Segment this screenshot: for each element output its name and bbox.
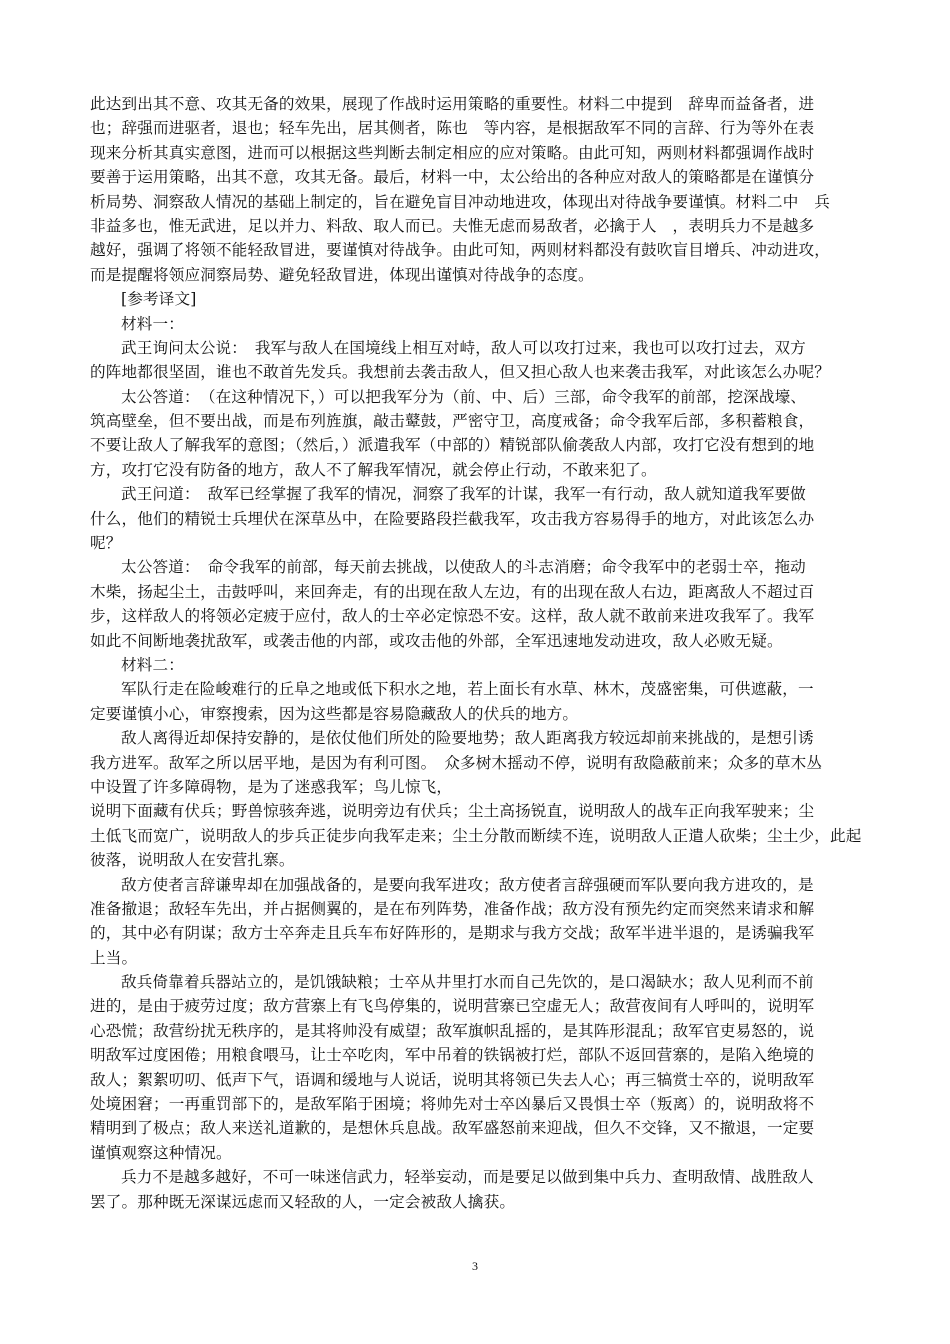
- text-line: 太公答道： （在这种情况下，）可以把我军分为（前、中、后）三部，命令我军的前部，挖深战壕、: [121, 387, 807, 406]
- text-line: 什么，他们的精锐士兵埋伏在深草丛中，在险要路段拦截我军，攻击我方容易得手的地方，对此该怎么办: [90, 509, 815, 528]
- text-line: 中设置了许多障碍物，是为了迷惑我军；鸟儿惊飞，: [90, 777, 453, 796]
- text-line: 现来分析其真实意图，进而可以根据这些判断去制定相应的应对策略。由此可知，两则材料都强调作战时: [90, 143, 815, 162]
- text-line: 而是提醒将领应洞察局势、避免轻敌冒进，体现出谨慎对待战争的态度。: [90, 265, 594, 284]
- text-line: 敌人离得近却保持安静的，是依仗他们所处的险要地势；敌人距离我方较远却前来挑战的，是想引诱: [121, 729, 814, 748]
- text-line: 步，这样敌人的将领必定疲于应付，敌人的士卒必定惊恐不安。这样，敌人就不敢前来进攻我军了。我军: [90, 607, 815, 626]
- text-line: 方，攻打它没有防备的地方，敌人不了解我军情况，就会停止行动，不敢来犯了。: [90, 460, 657, 479]
- text-line: 上当。: [90, 948, 138, 967]
- text-line: 不要让敌人了解我军的意图；（然后，）派遣我军（中部的）精锐部队偷袭敌人内部，攻打它没有想到的地: [90, 436, 815, 455]
- text-line: 的阵地都很坚固，谁也不敢首先发兵。我想前去袭击敌人，但又担心敌人也来袭击我军，对此该怎么办呢？: [90, 363, 830, 382]
- text-line: 要善于运用策略，出其不意，攻其无备。最后，材料一中，太公给出的各种应对敌人的策略都是在谨慎分: [90, 168, 815, 187]
- text-line: 准备撤退；敌轻车先出，并占据侧翼的，是在布列阵势，准备作战；敌方没有预先约定而突然来请求和解: [90, 899, 815, 918]
- text-line: 材料二：: [121, 655, 184, 674]
- text-line: 太公答道： 命令我军的前部，每天前去挑战，以使敌人的斗志消磨；命令我军中的老弱士卒，拖动: [121, 558, 806, 577]
- text-line: 敌方使者言辞谦卑却在加强战备的，是要向我军进攻；敌方使者言辞强硬而军队要向我方进攻的，是: [121, 875, 814, 894]
- text-line: 敌兵倚靠着兵器站立的，是饥饿缺粮；士卒从井里打水而自己先饮的，是口渴缺水；敌人见利而不前: [121, 973, 814, 992]
- text-line: 材料一：: [121, 314, 184, 333]
- text-line: 罢了。那种既无深谋远虑而又轻敌的人，一定会被敌人擒获。: [90, 1192, 516, 1211]
- page-number: 3: [472, 1259, 478, 1273]
- text-line: 的，其中必有阴谋；敌方士卒奔走且兵车布好阵形的，是期求与我方交战；敌军半进半退的，是诱骗我军: [90, 924, 815, 943]
- text-line: 此达到出其不意、攻其无备的效果，展现了作战时运用策略的重要性。材料二中提到 辞卑而益备者，进: [90, 95, 815, 113]
- text-line: 呢？: [90, 534, 122, 553]
- text-line: 非益多也，惟无武进，足以并力、料敌、取人而已。夫惟无虑而易敌者，必擒于人 ，表明兵力不是越多: [90, 216, 815, 235]
- text-line: 敌人；絮絮叨叨、低声下气，语调和缓地与人说话，说明其将领已失去人心；再三犒赏士卒的，说明敌军: [90, 1070, 815, 1089]
- text-line: 也；辞强而进驱者，退也；轻车先出，居其侧者，陈也 等内容，是根据敌军不同的言辞、行为等外在表: [90, 119, 815, 138]
- text-line: 越好，强调了将领不能轻敌冒进，要谨慎对待战争。由此可知，两则材料都没有鼓吹盲目增兵、冲动进攻，: [90, 241, 830, 260]
- text-line: 武王询问太公说： 我军与敌人在国境线上相互对峙，敌人可以攻打过来，我也可以攻打过去，双方: [121, 338, 806, 357]
- text-line: 筑高壁垒，但不要出战，而是布列旌旗，敲击鼙鼓，严密守卫，高度戒备；命令我军后部，多积蓄粮食，: [90, 412, 815, 431]
- text-line: 彼落，说明敌人在安营扎寨。: [90, 851, 295, 870]
- text-line: 说明下面藏有伏兵；野兽惊骇奔逃，说明旁边有伏兵；尘土高扬锐直，说明敌人的战车正向我军驶来；尘: [90, 802, 815, 821]
- text-line: 析局势、洞察敌人情况的基础上制定的，旨在避免盲目冲动地进攻，体现出对待战争要谨慎。材料二中 兵: [90, 192, 830, 211]
- text-line: 土低飞而宽广，说明敌人的步兵正徒步向我军走来；尘土分散而断续不连，说明敌人正遣人砍柴；尘土少，此起: [90, 826, 862, 845]
- text-line: 如此不间断地袭扰敌军，或袭击他的内部，或攻击他的外部，全军迅速地发动进攻，敌人必败无疑。: [90, 631, 783, 650]
- document-body: [90, 92, 860, 1214]
- text-line: 心恐慌；敌营纷扰无秩序的，是其将帅没有威望；敌军旗帜乱摇的，是其阵形混乱；敌军官吏易怒的，说: [90, 1021, 815, 1040]
- text-line: 明敌军过度困倦；用粮食喂马，让士卒吃肉，军中吊着的铁锅被打烂，部队不返回营寨的，是陷入绝境的: [90, 1046, 815, 1065]
- text-line: 精明到了极点；敌人来送礼道歉的，是想休兵息战。敌军盛怒前来迎战，但久不交锋，又不撤退，一定要: [90, 1119, 815, 1138]
- text-line: 武王问道： 敌军已经掌握了我军的情况，洞察了我军的计谋，我军一有行动，敌人就知道我军要做: [121, 485, 806, 504]
- text-line: 木柴，扬起尘土，击鼓呼叫，来回奔走，有的出现在敌人左边，有的出现在敌人右边，距离敌人不超过百: [90, 582, 815, 601]
- text-line: 定要谨慎小心，审察搜索，因为这些都是容易隐藏敌人的伏兵的地方。: [90, 704, 579, 723]
- text-line: 进的，是由于疲劳过度；敌方营寨上有飞鸟停集的，说明营寨已空虚无人；敌营夜间有人呼叫的，说明军: [90, 997, 815, 1016]
- text-line: [参考译文]: [121, 290, 197, 309]
- text-line: 兵力不是越多越好，不可一味迷信武力，轻举妄动，而是要足以做到集中兵力、查明敌情、战胜敌人: [121, 1168, 814, 1187]
- text-line: 军队行走在险峻难行的丘阜之地或低下积水之地，若上面长有水草、林木，茂盛密集，可供遮蔽，一: [121, 680, 814, 699]
- text-line: 谨慎观察这种情况。: [90, 1143, 232, 1162]
- text-line: 处境困窘；一再重罚部下的，是敌军陷于困境；将帅先对士卒凶暴后又畏惧士卒（叛离）的，说明敌将不: [90, 1095, 815, 1114]
- text-line: 我方进军。敌军之所以居平地，是因为有利可图。 众多树木摇动不停，说明有敌隐蔽前来；众多的草木丛: [90, 753, 823, 772]
